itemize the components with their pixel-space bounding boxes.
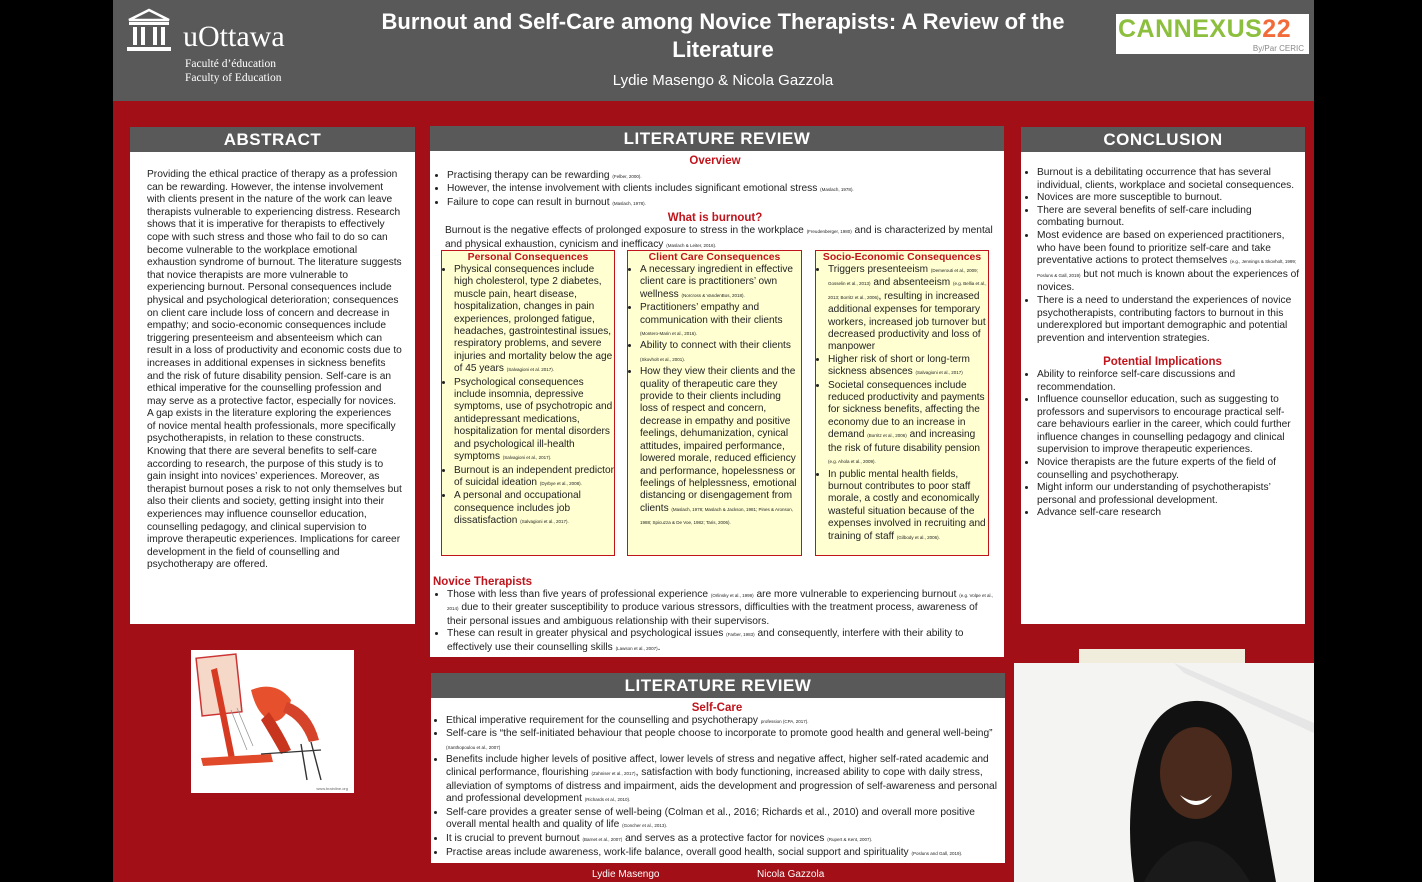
faculty-name (185, 57, 281, 85)
list-item: • There are several benefits of self-care including combating burnout. (1037, 205, 1300, 230)
abstract-panel (130, 127, 415, 624)
presenter-video-frame (1014, 663, 1314, 882)
novice-therapists-title: Novice Therapists (433, 576, 533, 588)
novice-therapists-section (433, 576, 995, 656)
poster-title: Burnout and Self-Care among Novice Therapists: A Review of the Literature (381, 9, 1065, 62)
list-item: • Ability to reinforce self-care discussions and recommendation. (1037, 369, 1300, 394)
personal-consequences-box (441, 250, 615, 556)
list-item: • Influence counsellor education, such as suggesting to professors and supervisors to encourage practical self-care behaviours earlier in the career, which could further influence changes in counselling pedagogy and clinical supervision to improve therapeutic experiences. (1037, 394, 1300, 457)
list-item: • Novice therapists are the future experts of the field of counselling and psychotherapy. (1037, 457, 1300, 482)
list-item: • It is crucial to prevent burnout (Barnet et al., 2007) and serves as a protective factor for novices (Rupert & Kent, 2007). (446, 833, 1000, 847)
literature-review-heading: LITERATURE REVIEW (430, 126, 1004, 151)
literature-review-heading-2: LITERATURE REVIEW (431, 673, 1005, 698)
building-icon (127, 8, 171, 54)
list-item: • In public mental health fields, burnout contributes to poor staff morale, a costly and economically wasteful situation because of the expenses involved in recruiting and training of staff (Gilbody et al., 2006). (828, 469, 988, 544)
abstract-heading: ABSTRACT (130, 127, 415, 152)
socio-economic-consequences-box (815, 250, 989, 556)
list-item: • Practitioners’ empathy and communication with their clients (Montero-Marin et al., 2016). (640, 302, 801, 340)
faculty-fr: Faculté d’éducation (185, 58, 277, 70)
list-item: • Benefits include higher levels of positive affect, lower levels of stress and negative affect, higher self-rated academic and clinical performance, flourishing (Zahniser et al., 2017), satisfaction with body functioning, increased ability to cope with daily stress, alleviation of symptoms of distress and impairment, aids the development and progression of self-awareness and personal and professional development (Richards et al., 2010). (446, 754, 1000, 806)
personal-consequences-title: Personal Consequences (467, 252, 589, 263)
conclusion-heading: CONCLUSION (1021, 127, 1305, 152)
socio-economic-consequences-title: Socio-Economic Consequences (822, 252, 982, 263)
list-item: • Self-care is “the self-initiated behaviour that people choose to incorporate to promote good health and general well-being” (Xanthopoulou et al., 2007) (446, 728, 1000, 754)
list-item: • Might inform our understanding of psychotherapists’ personal and professional development. (1037, 482, 1300, 507)
list-item: • Ability to connect with their clients (Skovholt et al., 2001). (640, 340, 801, 366)
list-item: • Practising therapy can be rewarding (Felber, 2000). (447, 170, 995, 184)
cannexus-year: 22 (1262, 15, 1292, 43)
list-item: • Higher risk of short or long-term sickness absences (Salvagioni et al., 2017) (828, 354, 988, 380)
university-name: uOttawa (183, 20, 285, 53)
list-item: • These can result in greater physical and psychological issues (Farber, 1983) and consequently, interfere with their ability to effectively use their counselling skills (Lawson et al., 2007). (447, 628, 995, 655)
literature-review-panel (430, 126, 1004, 657)
exhausted-person-illustration (191, 650, 354, 793)
cannexus-name: CANNEXUS (1118, 15, 1263, 43)
list-item: • A necessary ingredient in effective client care is practitioners’ own wellness (Norcross & VandenBos, 2018). (640, 264, 801, 302)
list-item: • Triggers presenteeism (Demerouti et al., 2009; Gosselin et al., 2013) and absenteeism (e.g. Bellia et al., 2013; Borritz et al., 2006), resulting in increased additional expenses for temporary workers, increased job turnover but decreased productivity and loss of manpower (828, 264, 988, 354)
overview-section (435, 155, 995, 252)
conclusion-list (1025, 167, 1300, 345)
list-item: • There is a need to understand the experiences of novice psychotherapists, contributing factors to burnout in this underexplored but important demographic and potential prevention and intervention strategies. (1037, 295, 1300, 345)
potential-implications-title: Potential Implications (1103, 356, 1222, 369)
self-care-title: Self-Care (691, 702, 743, 714)
footer-author-left: Lydie Masengo (592, 869, 660, 880)
list-item: • Those with less than five years of professional experience (Orlinsky et al., 1999) are more vulnerable to experiencing burnout (e.g. Volpe et al., 2014) due to their greater susceptibility to produce various stressors, difficulties with the treatment process, awareness of their personal issues and ambiguous relationship with their supervisors. (447, 589, 995, 629)
poster-authors: Lydie Masengo & Nicola Gazzola (612, 72, 834, 89)
list-item: • How they view their clients and the quality of therapeutic care they provide to their clients including loss of respect and concern, decrease in empathy and positive feelings, dehumanization, cynical attitudes, impaired performance, lowered morale, reduced efficiency and performance, hopelessness or feelings of helplessness, emotional distancing or disengagement from clients (Maslach, 1978; Maslach & Jackson, 1981; Pines & Aronson, 1988; Spicuzza & De Voe, 1982; Taris, 2006). (640, 366, 801, 529)
list-item: • A personal and occupational consequence includes job dissatisfaction (Salvagioni et al., 2017). (454, 490, 614, 528)
what-is-burnout-title: What is burnout? (667, 212, 763, 225)
presenter-webcam (1014, 663, 1314, 882)
uottawa-logo (127, 6, 317, 91)
poster-header (113, 0, 1314, 101)
self-care-panel (431, 673, 1005, 863)
list-item: • Self-care provides a greater sense of well-being (Colman et al., 2016; Richards et al., 2010) and overall more positive overall mental health and quality of life (Goncher et al., 2013). (446, 807, 1000, 833)
list-item: • Most evidence are based on experienced practitioners, who have been found to prioritize self-care and take preventative actions to protect themselves (e.g., Jennings & Skovholt, 1999; Posluns & Gall, 2019) but not much is known about the experiences of novices. (1037, 230, 1300, 295)
list-item: • Failure to cope can result in burnout (Maslach, 1978). (447, 197, 995, 211)
list-item: • Ethical imperative requirement for the counselling and psychotherapy profession (CPA, 2017). (446, 715, 1000, 729)
self-care-list (434, 715, 1000, 861)
image-caption: www.brainline.org (316, 786, 348, 791)
ceric-label: By/Par CERIC (1252, 44, 1304, 53)
burnout-illustration (191, 650, 354, 793)
list-item: • Novices are more susceptible to burnout. (1037, 192, 1300, 205)
what-is-burnout-text: Burnout is the negative effects of prolonged exposure to stress in the workplace (Freudenberger, 1980) and is characterized by mental and physical exhaustion, cynicism and inefficacy (Maslach & Leiter, 2016). (445, 224, 993, 250)
client-care-consequences-box (627, 250, 802, 556)
implications-list (1025, 369, 1300, 520)
list-item: • Societal consequences include reduced productivity and payments for sickness benefits, affecting the economy due to an increase in demand (Borritz et al., 2006) and increasing the risk of future disability pension (e.g. Ahola et al., 2009). (828, 380, 988, 469)
overview-title: Overview (689, 155, 741, 167)
decorative-image-strip (1079, 649, 1245, 663)
list-item: • Psychological consequences include insomnia, depressive symptoms, use of psychotropic and antidepressant medications, hospitalization for mental disorders and psychological ill-health symptoms (Salvagioni et al., 2017). (454, 377, 614, 465)
list-item: • Practise areas include awareness, work-life balance, overall good health, social support and spirituality (Posluns and Gall, 2019). (446, 847, 1000, 861)
list-item: • Burnout is an independent predictor of suicidal ideation (Dyrbye et al., 2008). (454, 465, 614, 491)
list-item: • However, the intense involvement with clients includes significant emotional stress (Maslach, 1978). (447, 183, 995, 197)
abstract-text: Providing the ethical practice of therapy as a profession can be rewarding. However, the intense involvement with clients present in the nature of the work can leave therapists vulnerable to experiencing distress. Research shows that it is imperative for therapists to effectively cope with such stress and those who fail to do so can become vulnerable to the workplace emotional exhaustion syndrome of burnout. The literature suggests that novice therapists are more vulnerable to experiencing burnout. Personal consequences include physical and psychological deterioration; consequences on client care include loss of concern and decrease in empathy; and socio-economic consequences include triggering presenteeism and absenteeism which can result in a loss of productivity and economic costs due to increases in additional expenses in sickness benefits and the risk of future disability pension. Self-care is an ethical imperative for the counselling profession and may serve as a protective factor, especially for novices. A gap exists in the literature exploring the experiences of novice mental health professionals, more specifically psychotherapists, in relation to these constructs. Knowing that there are several benefits to self-care according to research, the purpose of this study is to gain insight into novices’ experiences. Moreover, as therapist burnout poses a risk to not only themselves but also their clients and society, getting insight into their experiences may influence counsellor education, counselling pedagogy, and clinical supervision to improve therapeutic experiences. Implications for career development in the field of counselling and psychotherapy are offered. (147, 169, 402, 571)
conclusion-panel (1021, 127, 1305, 624)
list-item: • Physical consequences include high cholesterol, type 2 diabetes, muscle pain, heart disease, hospitalization, changes in pain experiences, prolonged fatigue, headaches, gastrointestinal issues, respiratory problems, and severe injuries and mortality below the age of 45 years (Salvagioni et al. 2017). (454, 264, 614, 377)
list-item: • Advance self-care research (1037, 507, 1300, 520)
client-care-consequences-title: Client Care Consequences (648, 252, 781, 263)
faculty-en: Faculty of Education (185, 72, 282, 84)
list-item: • Burnout is a debilitating occurrence that has several individual, clients, workplace and societal consequences. (1037, 167, 1300, 192)
cannexus-logo (1116, 14, 1309, 54)
overview-list (435, 170, 995, 211)
footer-author-right: Nicola Gazzola (757, 869, 825, 880)
